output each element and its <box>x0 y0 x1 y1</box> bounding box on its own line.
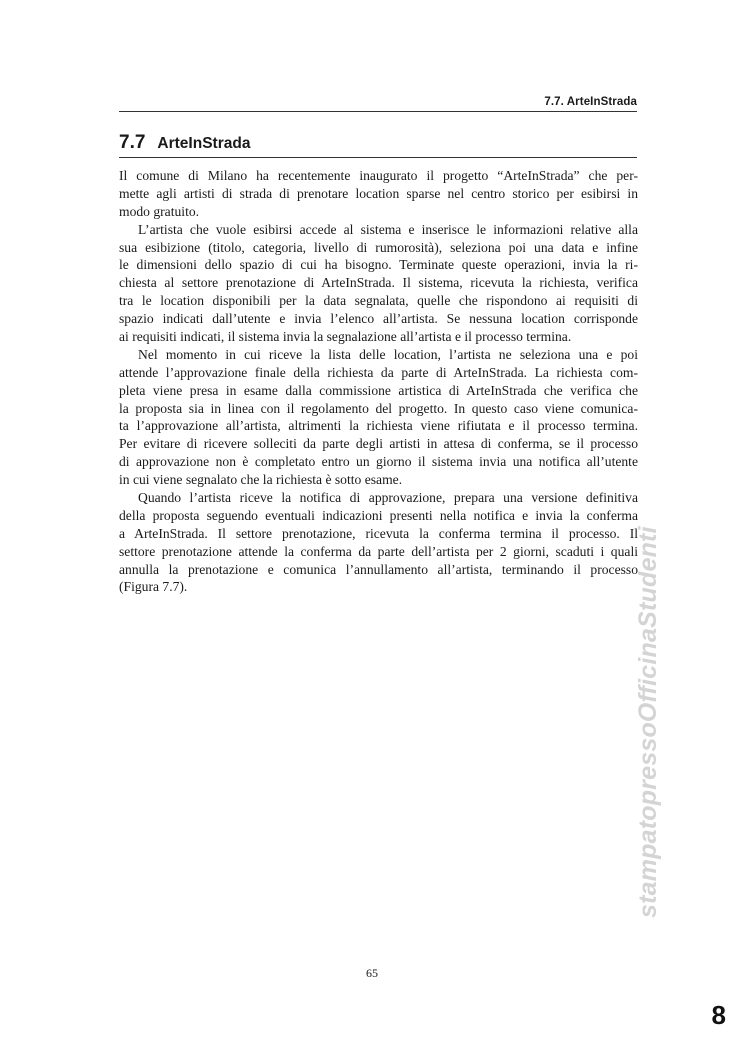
text-line: attende l’approvazione finale della richiesta da parte di ArteInStrada. La richiesta com- <box>119 364 638 380</box>
text-line: a ArteInStrada. Il settore prenotazione, ricevuta la conferma termina il processo. Il <box>119 525 638 541</box>
text-line: la proposta sia in linea con il regolamento del progetto. In questo caso viene comunica- <box>119 400 638 416</box>
text-line: della proposta seguendo eventuali indicazioni presenti nella notifica e invia la conferma <box>119 507 638 523</box>
paragraph <box>119 346 638 489</box>
header-rule <box>119 111 637 112</box>
text-line: annulla la prenotazione e comunica l’annullamento all’artista, terminando il processo <box>119 561 638 577</box>
text-line: Quando l’artista riceve la notifica di approvazione, prepara una versione definitiva <box>138 490 638 506</box>
body-text <box>119 167 638 596</box>
section-rule <box>119 157 637 158</box>
paragraph <box>119 221 638 346</box>
text-line: (Figura 7.7). <box>119 579 188 595</box>
text-line: Per evitare di ricevere solleciti da parte degli artisti in attesa di conferma, se il processo <box>119 436 638 452</box>
section-number: 7.7 <box>119 132 146 153</box>
text-line: settore prenotazione attende la conferma da parte dell’artista per 2 giorni, scaduti i quali <box>119 543 638 559</box>
text-line: Il comune di Milano ha recentemente inaugurato il progetto “ArteInStrada” che per- <box>119 168 638 183</box>
text-line: di approvazione non è completato entro un giorno il sistema invia una notifica all’utente <box>119 454 638 470</box>
text-line: modo gratuito. <box>119 203 200 219</box>
text-line: spazio indicati dall’utente e invia l’elenco all’artista. Se nessuna location corrisponde <box>119 311 638 327</box>
section-heading <box>119 132 637 154</box>
page-number: 65 <box>366 966 378 980</box>
paragraph <box>119 489 638 596</box>
text-line: Nel momento in cui riceve la lista delle location, l’artista ne seleziona una e poi <box>138 346 638 362</box>
text-line: tra le location disponibili per la data segnalata, quelle che rispondono ai requisiti di <box>119 293 638 309</box>
text-line: chiesta al settore prenotazione di ArteInStrada. Il sistema, ricevuta la richiesta, verifica <box>119 275 638 291</box>
text-line: sua esibizione (titolo, categoria, livello di rumorosità), seleziona poi una data e infine <box>119 239 638 255</box>
text-line: in cui viene segnalato che la richiesta è sotto esame. <box>119 472 403 488</box>
text-line: pleta viene presa in esame dalla commissione artistica di ArteInStrada che verifica che <box>119 382 638 398</box>
text-line: mette agli artisti di strada di prenotare location sparse nel centro storico per esibirsi in <box>119 185 638 201</box>
watermark: stampatopressoOfficinaStudenti <box>634 526 662 918</box>
section-title: ArteInStrada <box>157 135 251 152</box>
text-line: ai requisiti indicati, il sistema invia la segnalazione all’artista e il processo termina. <box>119 329 572 345</box>
text-line: L’artista che vuole esibirsi accede al sistema e inserisce le informazioni relative alla <box>138 221 638 237</box>
text-line: ta l’approvazione all’artista, altrimenti la richiesta viene rifiutata e il processo termina. <box>119 418 638 434</box>
paragraph <box>119 167 638 221</box>
running-head: 7.7. ArteInStrada <box>544 96 637 108</box>
text-line: le dimensioni dello spazio di cui ha bisogno. Terminate queste operazioni, invia la ri- <box>119 257 638 273</box>
corner-page-marker: 8 <box>711 1000 726 1030</box>
